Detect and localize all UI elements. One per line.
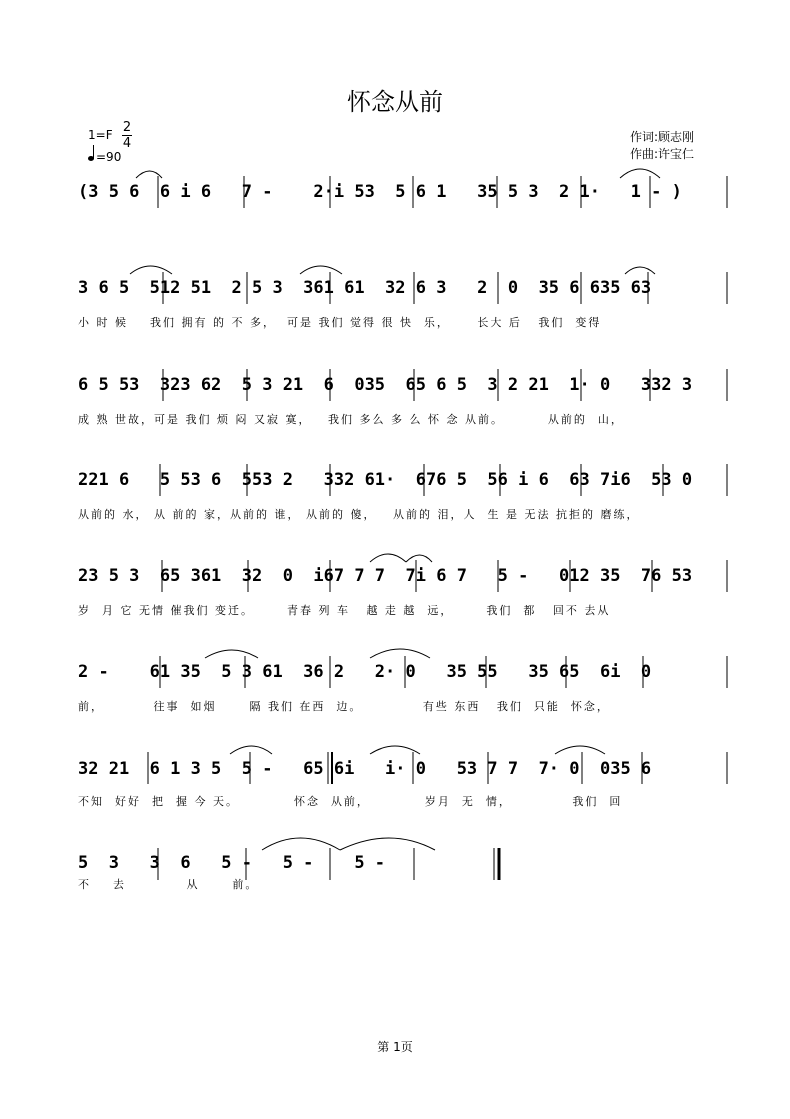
notes-line: 32 21 6 1 3 5 5 - 65 6i i· 0 53 7 7 7· 0 035 6 [78,759,652,779]
lyrics-line-5: 岁 月 它 无情 催我们 变迁。 青春 列 车 越 走 越 远， 我们 都 回不 去从 [78,604,611,617]
composer-credit: 作曲:许宝仁 [630,147,695,161]
lyrics-line-2: 小 时 候 我们 拥有 的 不 多， 可是 我们 觉得 很 快 乐， 长大 后 我们 变得 [78,316,602,329]
notes-line: 221 6 5 53 6 553 2 332 61· 676 5 56 i 6 63 7i6 53 0 [78,470,693,490]
time-numerator: 2 [122,120,132,135]
lyrics-line-4: 从前的 水， 从 前的 家，从前的 谁， 从前的 傻， 从前的 泪，人 生 是 无法 抗拒的 磨练， [78,508,640,521]
notes-line: 2 - 61 35 5 3 61 36 2 2· 0 35 55 35 65 6i 0 [78,662,652,682]
notes-line: 5 3 3 6 5 - 5 - 5 - [78,853,386,873]
notes-line: 3 6 5 512 51 2 5 3 361 61 32 6 3 2 0 35 6 635 63 [78,278,652,298]
time-denominator: 4 [122,136,132,151]
notes-line: (3 5 6 6 i 6 7 - 2·i 53 5 6 1 35 5 3 2 1· 1 - ) [78,182,682,202]
tempo-value: =90 [96,150,122,164]
lyrics-line-6: 前， 往事 如烟 隔 我们 在西 边。 有些 东西 我们 只能 怀念， [78,700,610,713]
song-title: 怀念从前 [347,88,443,116]
lyrics-line-8: 不 去 从 前。 [78,878,259,891]
lyrics-line-3: 成 熟 世故，可是 我们 烦 闷 又寂 寞， 我们 多么 多 么 怀 念 从前。 从前的 山， [78,413,624,426]
notes-line: 23 5 3 65 361 32 0 i67 7 7 7i 6 7 5 - 012 35 76 53 [78,566,693,586]
lyrics-line-7: 不知 好好 把 握 今 天。 怀念 从前， 岁月 无 情， 我们 回 [78,795,623,808]
lyricist-credit: 作词:顾志刚 [630,130,695,144]
key-signature: 1=F [88,128,113,142]
page-number: 第 1页 [377,1040,413,1054]
notes-line: 6 5 53 323 62 5 3 21 6 035 65 6 5 3 2 21 1· 0 332 3 [78,375,693,395]
